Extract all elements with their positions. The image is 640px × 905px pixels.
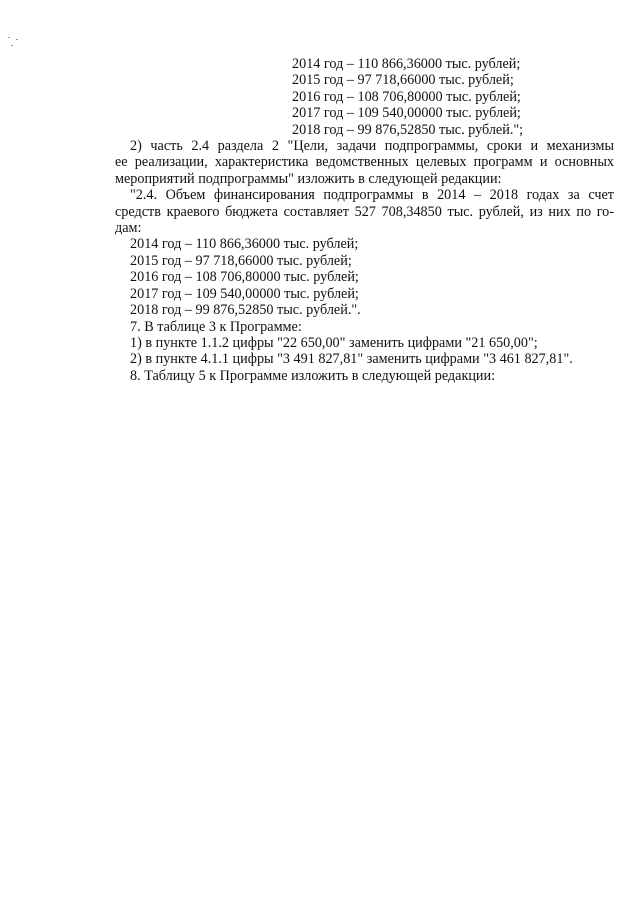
list-one-item: 2018 год – 99 876,52850 тыс. рублей."; [292,121,524,138]
item-seven-subitem: 2) в пункте 4.1.1 цифры "3 491 827,81" заменить цифрами "3 461 827,81". [130,351,573,368]
list-one-item: 2016 год – 108 706,80000 тыс. рублей; [292,88,521,105]
list-two-item: 2017 год – 109 540,00000 тыс. рублей; [130,285,359,302]
list-one-item: 2017 год – 109 540,00000 тыс. рублей; [292,105,521,122]
paragraph-two-line: мероприятий подпрограммы" изложить в следующей редакции: [115,170,502,187]
list-one-item: 2014 год – 110 866,36000 тыс. рублей; [292,56,521,72]
list-two-item: 2015 год – 97 718,66000 тыс. рублей; [130,252,352,269]
list-two-item: 2016 год – 108 706,80000 тыс. рублей; [130,269,359,286]
item-seven-subitem: 1) в пункте 1.1.2 цифры "22 650,00" заменить цифрами "21 650,00"; [130,334,538,351]
item-eight-heading: 8. Таблицу 5 к Программе изложить в следующей редакции: [130,367,496,384]
quote-paragraph-line: средств краевого бюджета составляет 527 708,34850 тыс. рублей, из них по го- [115,203,614,220]
quote-paragraph-line: "2.4. Объем финансирования подпрограммы в 2014 – 2018 годах за счет [130,187,614,204]
list-one-item: 2015 год – 97 718,66000 тыс. рублей; [292,72,514,89]
quote-paragraph-line: дам: [115,220,142,237]
paragraph-two-line: ее реализации, характеристика ведомственных целевых программ и основных [115,154,614,171]
list-two-item: 2014 год – 110 866,36000 тыс. рублей; [130,236,359,253]
item-seven-heading: 7. В таблице 3 к Программе: [130,318,302,335]
list-two-item: 2018 год – 99 876,52850 тыс. рублей.". [130,302,361,319]
document-body [115,56,614,384]
scan-noise-marks [6,36,26,56]
paragraph-two-line: 2) часть 2.4 раздела 2 "Цели, задачи подпрограммы, сроки и механизмы [130,138,614,155]
